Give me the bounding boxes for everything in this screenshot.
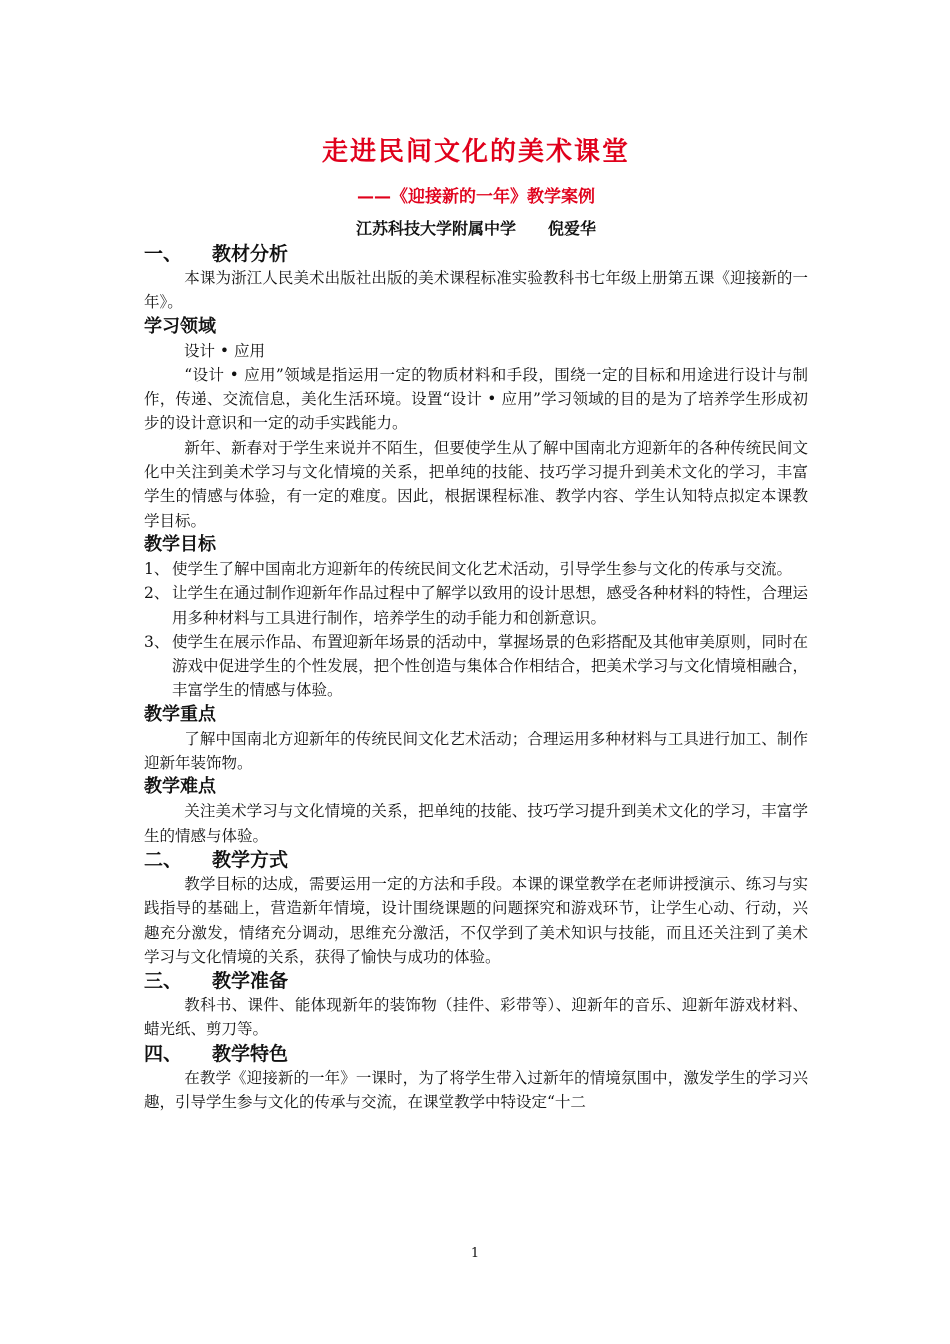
list-item [144, 630, 808, 703]
section-number: 一、 [144, 243, 183, 265]
paragraph: 关注美术学习与文化情境的关系，把单纯的技能、技巧学习提升到美术文化的学习，丰富学生的情感与体验。 [144, 802, 808, 845]
section-number: 三、 [144, 970, 183, 993]
section-title: 教学方式 [212, 848, 289, 871]
list-number: 1、 [144, 559, 170, 578]
subheading-key-points: 教学重点 [144, 703, 216, 725]
paragraph: “设计 • 应用”领域是指运用一定的物质材料和手段，围绕一定的目标和用途进行设计与制作，传递、交流信息，美化生活环境。设置“设计 • 应用”学习领域的目的是为了培养学生形成初步的设计意识和一定的动手实践能力。 [144, 365, 808, 433]
subheading-learning-area: 学习领域 [144, 315, 216, 337]
list-text: 使学生在展示作品、布置迎新年场景的活动中，掌握场景的色彩搭配及其他审美原则，同时在游戏中促进学生的个性发展，把个性创造与集体合作相结合，把美术学习与文化情境相融合，丰富学生的情感与体验。 [172, 632, 808, 700]
list-text: 使学生了解中国南北方迎新年的传统民间文化艺术活动，引导学生参与文化的传承与交流。 [172, 559, 793, 578]
section-title: 教材分析 [212, 243, 289, 265]
page-number: 1 [470, 1246, 480, 1261]
list-number: 3、 [144, 632, 170, 651]
section-number: 二、 [144, 848, 183, 871]
section-heading-3 [144, 969, 808, 993]
paragraph: 教学目标的达成，需要运用一定的方法和手段。本课的课堂教学在老师讲授演示、练习与实践指导的基础上，营造新年情境，设计围绕课题的问题探究和游戏环节，让学生心动、行动，兴趣充分激发，情绪充分调动，思维充分激活，不仅学到了美术知识与技能，而且还关注到了美术学习与文化情境的关系，获得了愉快与成功的体验。 [144, 874, 808, 966]
subheading-difficulties: 教学难点 [144, 776, 216, 798]
paragraph: 新年、新春对于学生来说并不陌生，但要使学生从了解中国南北方迎新年的各种传统民间文化中关注到美术学习与文化情境的关系，把单纯的技能、技巧学习提升到美术文化的学习，丰富学生的情感与体验，有一定的难度。因此，根据课程标准、教学内容、学生认知特点拟定本课教学目标。 [144, 438, 808, 530]
section-heading-4 [144, 1042, 808, 1066]
section-number: 四、 [144, 1042, 183, 1065]
section-heading-2 [144, 848, 808, 872]
paragraph: 教科书、课件、能体现新年的装饰物（挂件、彩带等）、迎新年的音乐、迎新年游戏材料、蜡光纸、剪刀等。 [144, 996, 808, 1039]
section-heading-1 [144, 242, 808, 266]
list-item [144, 557, 808, 581]
page-subtitle: ——《迎接新的一年》教学案例 [357, 187, 595, 207]
section-title: 教学准备 [212, 970, 289, 993]
paragraph: 本课为浙江人民美术出版社出版的美术课程标准实验教科书七年级上册第五课《迎接新的一年》。 [144, 269, 808, 312]
list-item [144, 581, 808, 630]
subheading-goals: 教学目标 [144, 533, 216, 555]
list-number: 2、 [144, 584, 170, 603]
paragraph: 了解中国南北方迎新年的传统民间文化艺术活动；合理运用多种材料与工具进行加工、制作迎新年装饰物。 [144, 729, 808, 773]
document-body [144, 134, 808, 1114]
page-title: 走进民间文化的美术课堂 [321, 137, 630, 167]
learning-area-value: 设计 • 应用 [184, 341, 265, 360]
list-text: 让学生在通过制作迎新年作品过程中了解学以致用的设计思想，感受各种材料的特性，合理运用多种材料与工具进行制作，培养学生的动手能力和创新意识。 [172, 584, 808, 627]
paragraph: 在教学《迎接新的一年》一课时，为了将学生带入过新年的情境氛围中，激发学生的学习兴趣，引导学生参与文化的传承与交流，在课堂教学中特设定“十二 [144, 1068, 808, 1112]
author-line: 江苏科技大学附属中学 倪爱华 [355, 219, 596, 238]
section-title: 教学特色 [212, 1042, 289, 1065]
